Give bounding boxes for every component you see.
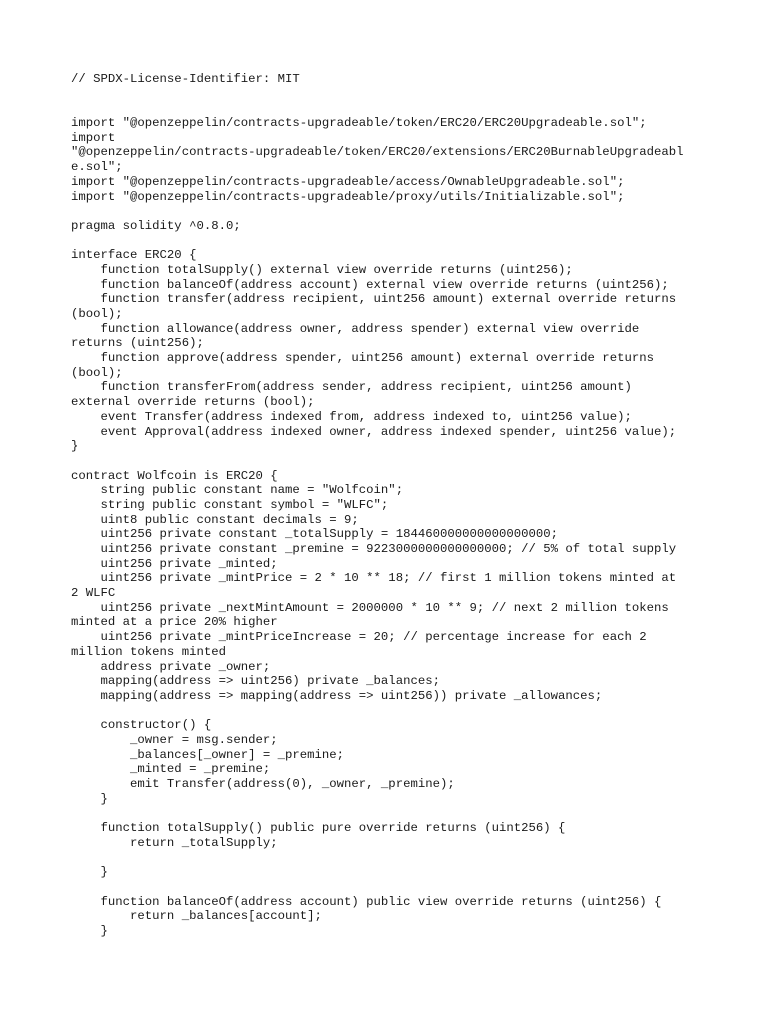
code-line: function approve(address spender, uint256 amount) external override returns — [71, 351, 654, 366]
code-line: mapping(address => mapping(address => uint256)) private _allowances; — [71, 688, 603, 703]
code-line: function transferFrom(address sender, address recipient, uint256 amount) — [71, 380, 632, 395]
code-line: mapping(address => uint256) private _balances; — [71, 674, 440, 689]
code-line: _balances[_owner] = _premine; — [71, 747, 345, 762]
code-line: constructor() { — [71, 718, 212, 733]
code-line: (bool); — [71, 307, 123, 321]
code-line: uint8 public constant decimals = 9; — [71, 512, 359, 527]
code-line — [71, 204, 711, 219]
code-line: function balanceOf(address account) external view override returns (uint256); — [71, 277, 669, 292]
code-line: _minted = _premine; — [71, 762, 271, 777]
code-line: } — [71, 865, 108, 880]
code-line: interface ERC20 { — [71, 248, 197, 263]
code-line — [71, 101, 711, 116]
code-line: contract Wolfcoin is ERC20 { — [71, 468, 278, 483]
code-line — [71, 454, 711, 469]
code-line — [71, 806, 711, 821]
code-line: uint256 private constant _totalSupply = 184460000000000000000; — [71, 527, 559, 542]
code-line: return _totalSupply; — [71, 835, 278, 850]
code-line: emit Transfer(address(0), _owner, _premine); — [71, 777, 455, 791]
code-line: returns (uint256); — [71, 336, 204, 351]
code-line: function allowance(address owner, address spender) external view override — [71, 321, 640, 336]
code-line: uint256 private _minted; — [71, 556, 278, 571]
code-line: uint256 private _mintPrice = 2 * 10 ** 18; // first 1 million tokens minted at — [71, 571, 677, 586]
code-line: return _balances[account]; — [71, 909, 322, 924]
code-line: external override returns (bool); — [71, 395, 315, 410]
code-block — [71, 72, 711, 939]
code-line: uint256 private _nextMintAmount = 2000000 * 10 ** 9; // next 2 million tokens — [71, 600, 669, 615]
code-line: import — [71, 130, 116, 145]
code-line — [71, 850, 711, 865]
code-line: function totalSupply() external view override returns (uint256); — [71, 262, 573, 277]
code-line: minted at a price 20% higher — [71, 615, 278, 630]
code-line — [71, 234, 711, 249]
code-line — [71, 704, 711, 719]
code-line: import "@openzeppelin/contracts-upgradeable/proxy/utils/Initializable.sol"; — [71, 189, 625, 204]
code-line: event Approval(address indexed owner, address indexed spender, uint256 value); — [71, 424, 677, 439]
code-line: function transfer(address recipient, uint256 amount) external override returns — [71, 292, 677, 307]
code-line: event Transfer(address indexed from, address indexed to, uint256 value); — [71, 409, 632, 424]
code-line: uint256 private constant _premine = 9223000000000000000; // 5% of total supply — [71, 542, 677, 556]
code-line: e.sol"; — [71, 160, 123, 175]
code-line: (bool); — [71, 365, 123, 380]
code-line — [71, 880, 711, 895]
code-line: million tokens minted — [71, 644, 226, 659]
code-line: import "@openzeppelin/contracts-upgradeable/access/OwnableUpgradeable.sol"; — [71, 174, 625, 189]
code-line: function balanceOf(address account) public view override returns (uint256) { — [71, 894, 662, 909]
code-line: string public constant symbol = "WLFC"; — [71, 497, 389, 512]
code-line: string public constant name = "Wolfcoin"; — [71, 483, 404, 498]
code-line — [71, 87, 711, 102]
code-line: } — [71, 923, 108, 938]
code-line: uint256 private _mintPriceIncrease = 20; // percentage increase for each 2 — [71, 630, 647, 645]
code-line: import "@openzeppelin/contracts-upgradeable/token/ERC20/ERC20Upgradeable.sol"; — [71, 116, 647, 131]
code-line: "@openzeppelin/contracts-upgradeable/token/ERC20/extensions/ERC20BurnableUpgradeabl — [71, 145, 684, 160]
code-line: function totalSupply() public pure override returns (uint256) { — [71, 821, 566, 836]
code-line: pragma solidity ^0.8.0; — [71, 218, 241, 233]
code-line: // SPDX-License-Identifier: MIT — [71, 72, 300, 86]
code-line: } — [71, 439, 79, 454]
code-line: 2 WLFC — [71, 586, 116, 601]
code-line: _owner = msg.sender; — [71, 732, 278, 747]
code-line: } — [71, 791, 108, 806]
code-line: address private _owner; — [71, 659, 271, 674]
